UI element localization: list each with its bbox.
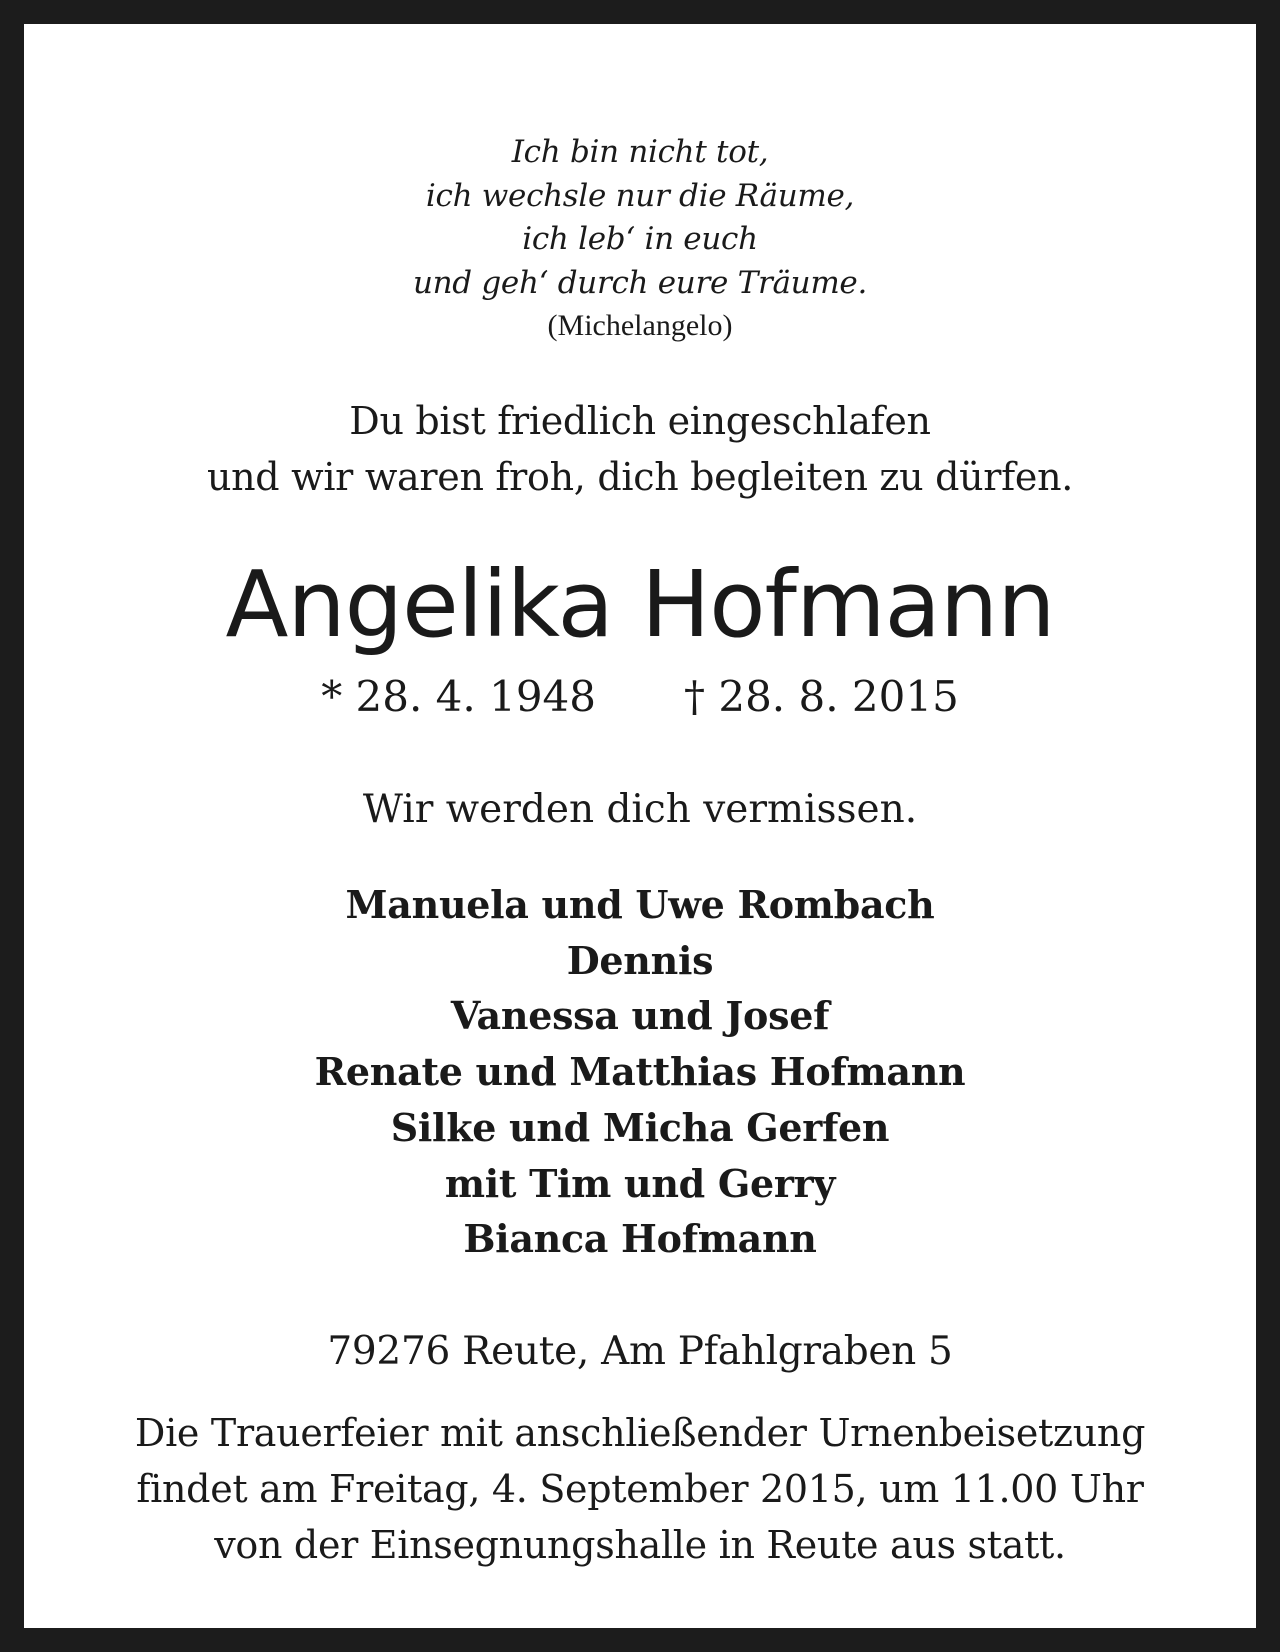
poem-attribution: (Michelangelo) bbox=[547, 309, 733, 342]
poem-line-2: ich wechsle nur die Räume, bbox=[425, 178, 855, 214]
birth-date: * 28. 4. 1948 bbox=[321, 672, 596, 721]
death-date: † 28. 8. 2015 bbox=[684, 672, 959, 721]
mourner-line: mit Tim und Gerry bbox=[444, 1161, 836, 1206]
deceased-name: Angelika Hofmann bbox=[225, 551, 1055, 658]
service-line-1: Die Trauerfeier mit anschließender Urnenbeisetzung bbox=[134, 1411, 1146, 1455]
family-address: 79276 Reute, Am Pfahlgraben 5 bbox=[327, 1329, 953, 1374]
closing-line: Wir werden dich vermissen. bbox=[362, 787, 918, 832]
mourner-line: Dennis bbox=[566, 938, 714, 983]
intro-line-1: Du bist friedlich eingeschlafen bbox=[349, 399, 931, 443]
service-line-3: von der Einsegnungshalle in Reute aus statt. bbox=[214, 1523, 1066, 1567]
poem-line-1: Ich bin nicht tot, bbox=[511, 134, 769, 170]
mourner-line: Silke und Micha Gerfen bbox=[390, 1105, 890, 1150]
mourner-line: Manuela und Uwe Rombach bbox=[345, 882, 935, 927]
mourner-line: Renate und Matthias Hofmann bbox=[314, 1049, 966, 1094]
mourner-line: Vanessa und Josef bbox=[450, 993, 830, 1038]
mourner-line: Bianca Hofmann bbox=[463, 1216, 817, 1261]
poem-line-3: ich leb‘ in euch bbox=[522, 221, 758, 257]
poem-line-4: und geh‘ durch eure Träume. bbox=[412, 265, 868, 301]
intro-line-2: und wir waren froh, dich begleiten zu dürfen. bbox=[206, 455, 1074, 499]
service-line-2: findet am Freitag, 4. September 2015, um 11.00 Uhr bbox=[136, 1467, 1144, 1511]
life-dates bbox=[24, 672, 1256, 721]
